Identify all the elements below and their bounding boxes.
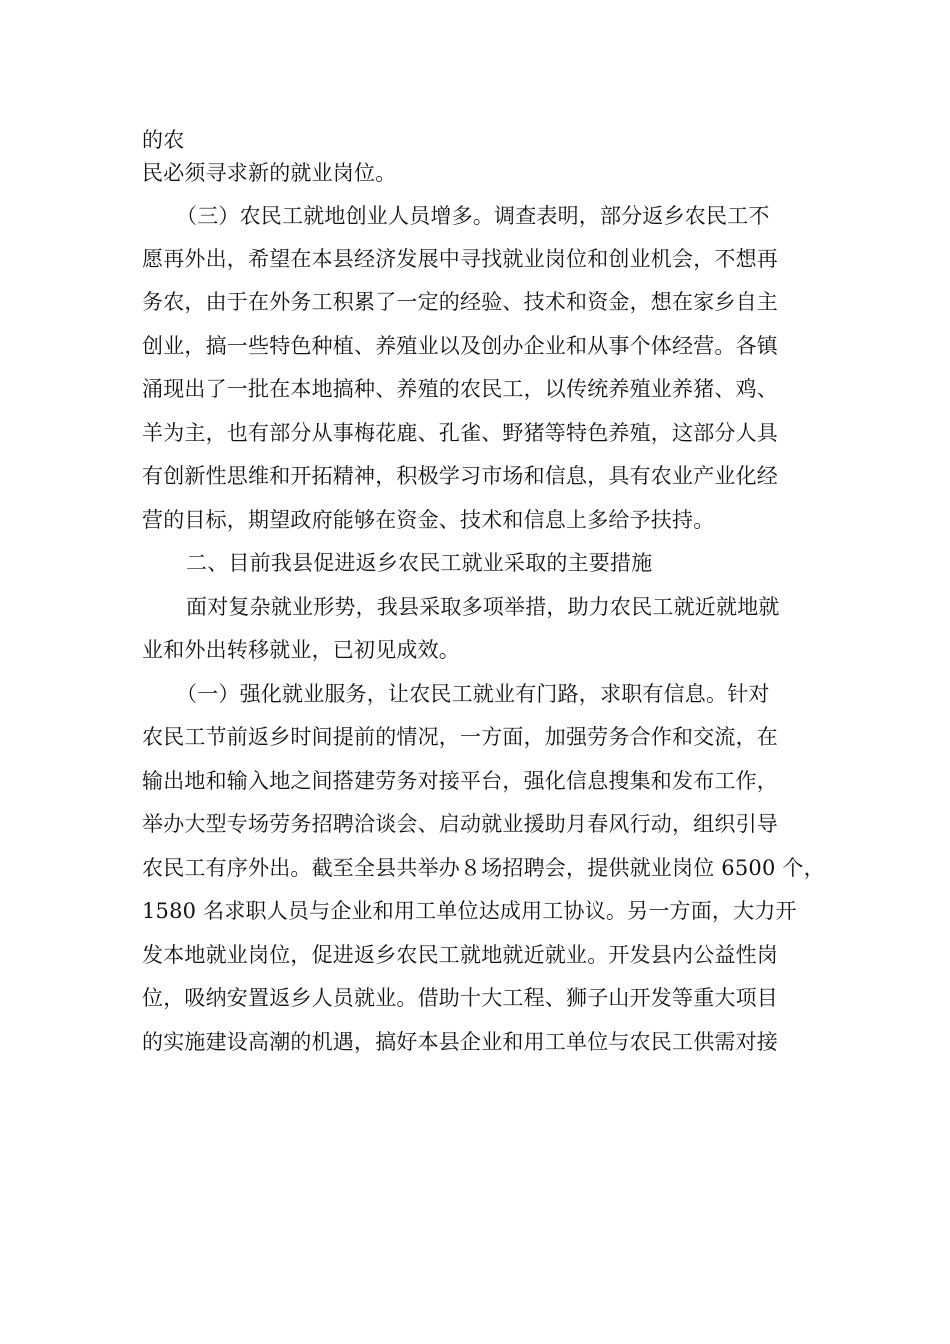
text-line: 涌现出了一批在本地搞种、养殖的农民工，以传统养殖业养猪、鸡、 — [142, 377, 778, 401]
text-line: 输出地和输入地之间搭建劳务对接平台，强化信息搜集和发布工作， — [142, 769, 778, 793]
text-line: 发本地就业岗位，促进返乡农民工就地就近就业。开发县内公益性岗 — [142, 943, 778, 967]
text-line: 营的目标，期望政府能够在资金、技术和信息上多给予扶持。 — [142, 508, 715, 532]
text-line: 创业，搞一些特色种植、养殖业以及创办企业和从事个体经营。各镇 — [142, 334, 778, 358]
text-line: 民必须寻求新的就业岗位。 — [142, 161, 397, 185]
text-line: 农民工有序外出。截至全县共举办８场招聘会，提供就业岗位 6500 个， — [142, 856, 825, 880]
section-heading: 二、目前我县促进返乡农民工就业采取的主要措施 — [186, 551, 653, 575]
text-line: 面对复杂就业形势，我县采取多项举措，助力农民工就近就地就 — [186, 595, 780, 619]
text-line: 愿再外出，希望在本县经济发展中寻找就业岗位和创业机会，不想再 — [142, 247, 778, 271]
text-line: 务农，由于在外务工积累了一定的经验、技术和资金，想在家乡自主 — [142, 290, 778, 314]
paragraph-heading-1: （一）强化就业服务，让农民工就业有门路，求职有信息。针对 — [176, 682, 770, 706]
text-line: 举办大型专场劳务招聘洽谈会、启动就业援助月春风行动，组织引导 — [142, 812, 778, 836]
text-line: 有创新性思维和开拓精神，积极学习市场和信息，具有农业产业化经 — [142, 464, 778, 488]
text-line: 业和外出转移就业，已初见成效。 — [142, 638, 460, 662]
text-line: 1580 名求职人员与企业和用工单位达成用工协议。另一方面，大力开 — [142, 899, 797, 923]
text-line: 位，吸纳安置返乡人员就业。借助十大工程、狮子山开发等重大项目 — [142, 986, 778, 1010]
text-line: 的农 — [142, 128, 185, 152]
text-line: 的实施建设高潮的机遇，搞好本县企业和用工单位与农民工供需对接 — [142, 1030, 778, 1054]
text-line: 农民工节前返乡时间提前的情况，一方面，加强劳务合作和交流，在 — [142, 725, 778, 749]
paragraph-heading-3: （三）农民工就地创业人员增多。调查表明，部分返乡农民工不 — [176, 204, 770, 228]
text-line: 羊为主，也有部分从事梅花鹿、孔雀、野猪等特色养殖，这部分人具 — [142, 421, 778, 445]
